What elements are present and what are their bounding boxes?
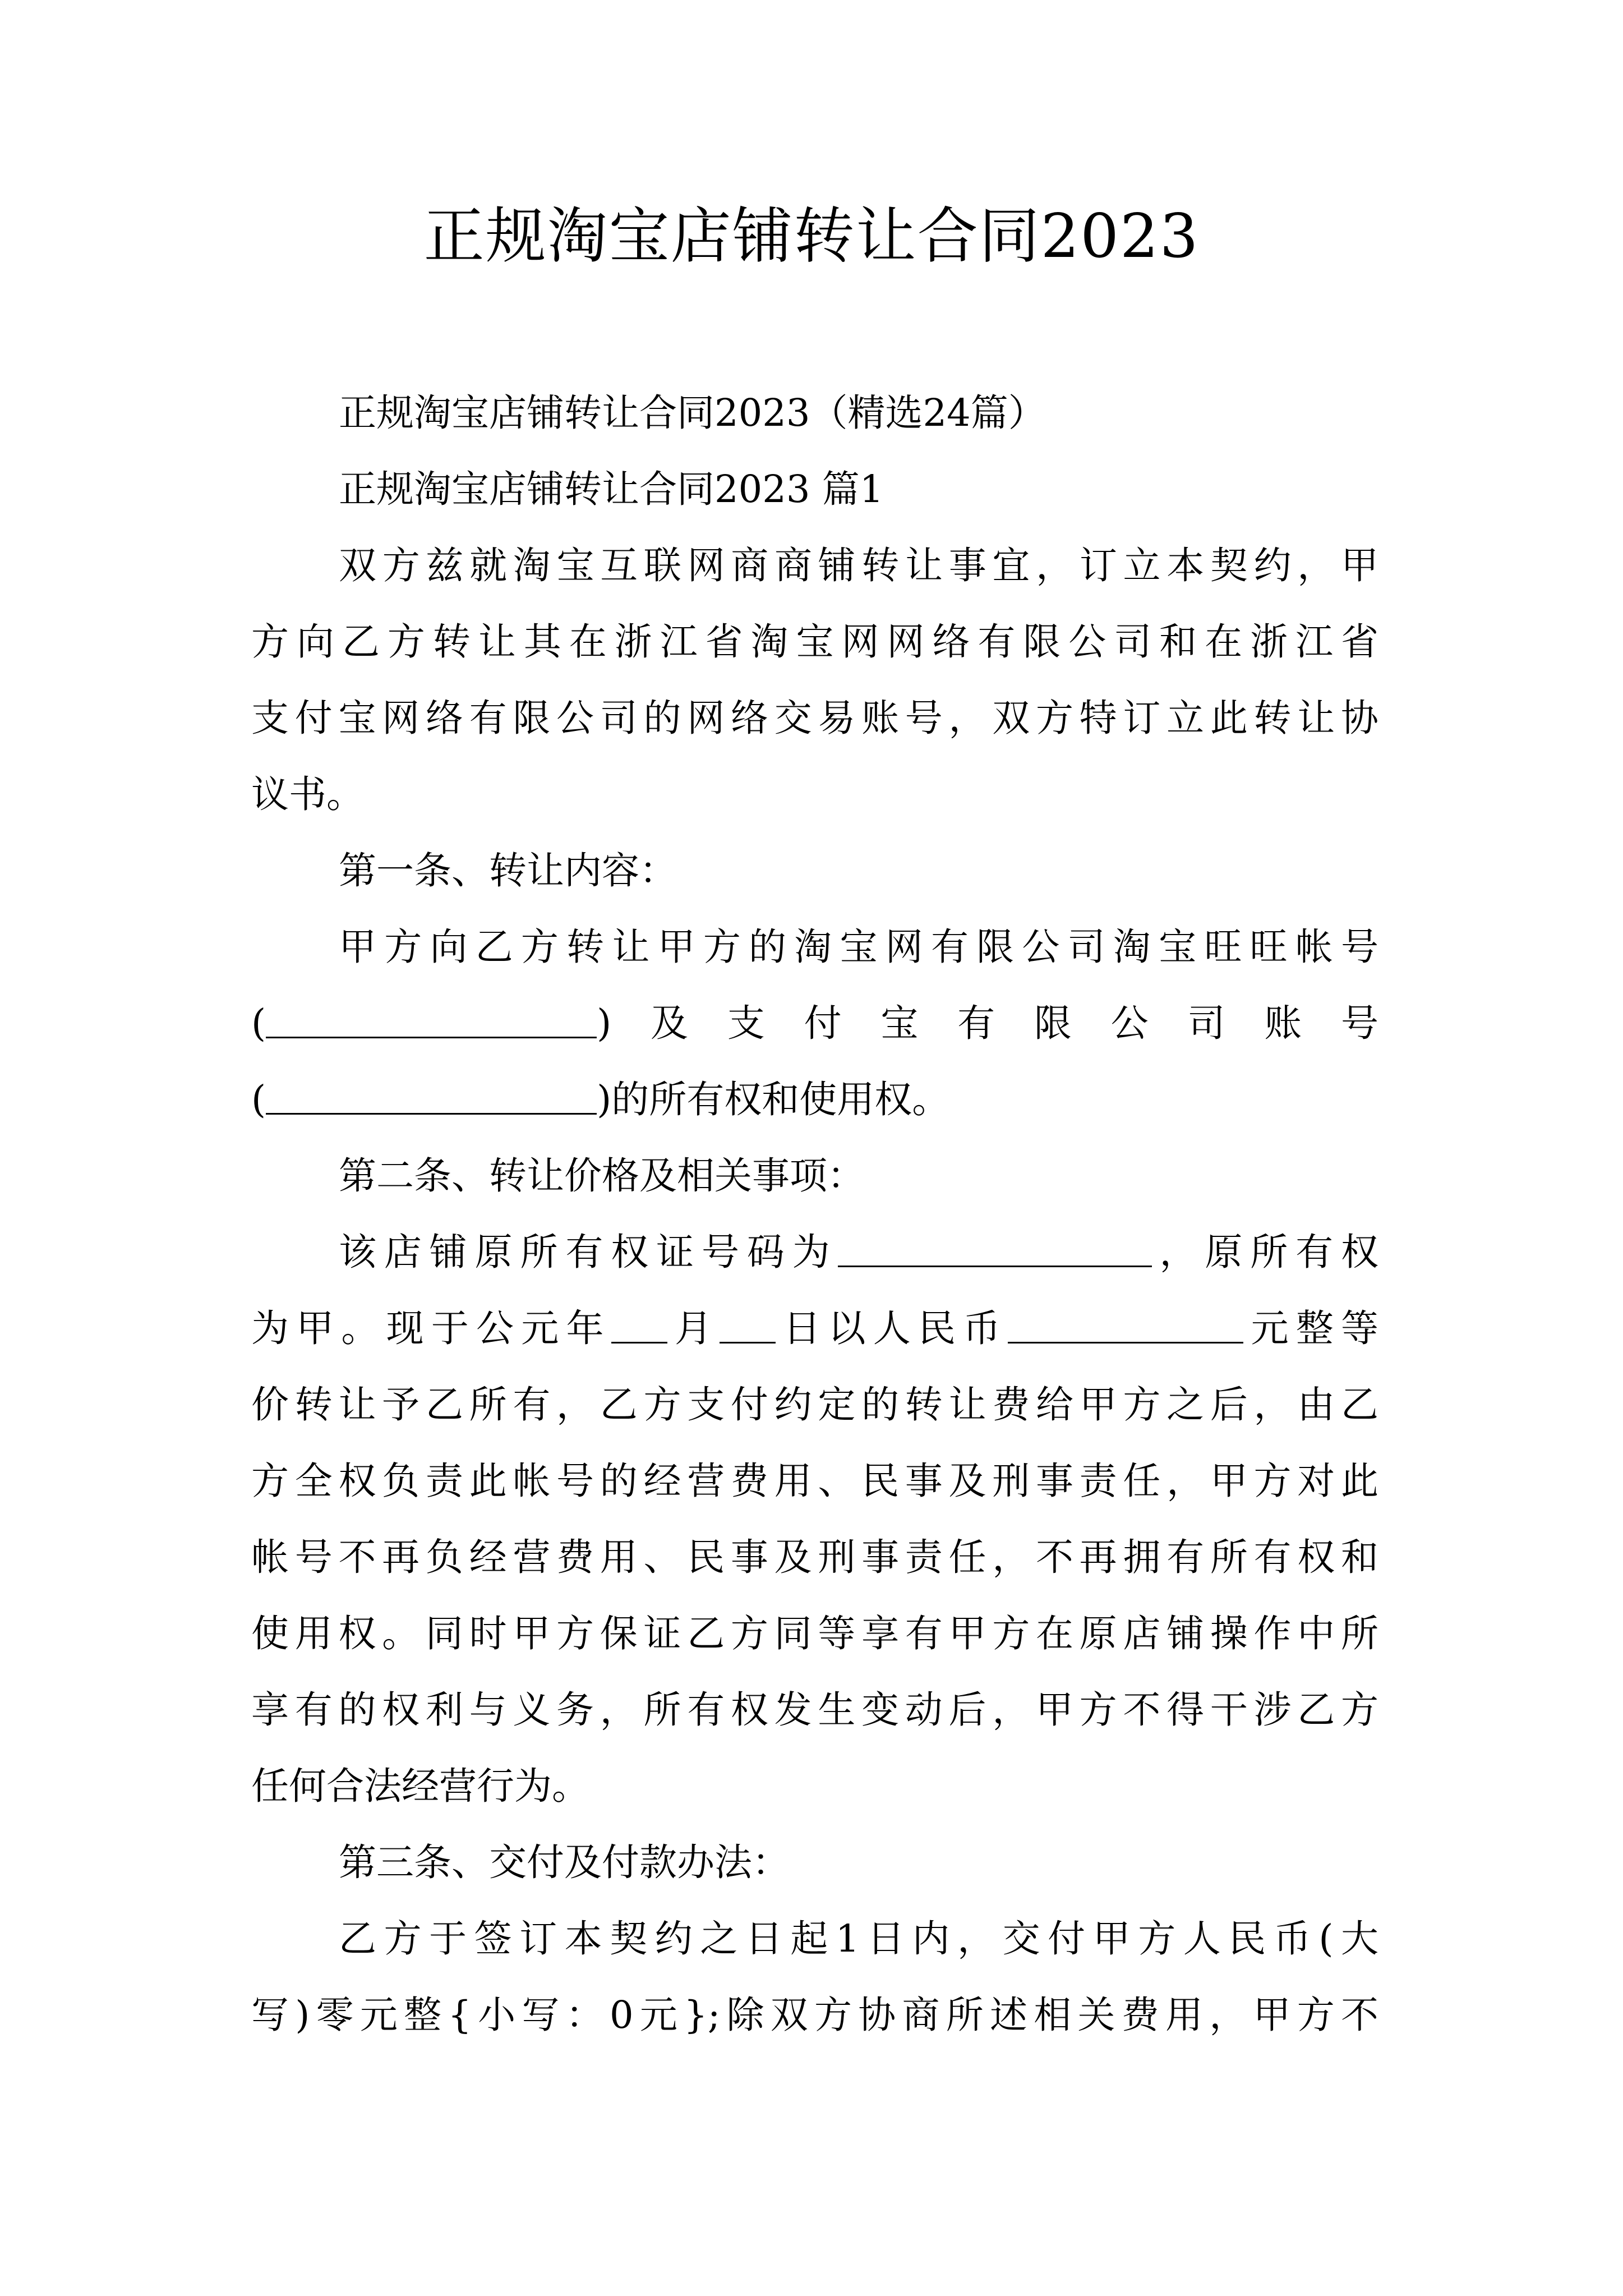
- paragraph-line: 双方兹就淘宝互联网商商铺转让事宜，订立本契约，甲: [339, 544, 1378, 587]
- subtitle-line: 正规淘宝店铺转让合同2023（精选24篇）: [339, 391, 1046, 435]
- line-text: )及支付宝有限公司账号: [597, 1001, 1378, 1045]
- document-title: 正规淘宝店铺转让合同2023: [423, 201, 1200, 272]
- paren-open: (: [251, 1078, 266, 1121]
- paragraph-line: 乙方于签订本契约之日起1日内，交付甲方人民币(大: [339, 1917, 1378, 1961]
- paragraph-line: 方向乙方转让其在浙江省淘宝网网络有限公司和在浙江省: [251, 620, 1378, 664]
- article-heading: 第三条、交付及付款办法：: [339, 1841, 790, 1884]
- paragraph-line: 甲方向乙方转让甲方的淘宝网有限公司淘宝旺旺帐号: [339, 925, 1378, 969]
- paragraph-line: 议书。: [251, 772, 364, 816]
- paragraph-line: 方全权负责此帐号的经营费用、民事及刑事责任，甲方对此: [251, 1459, 1378, 1503]
- paragraph-line: [251, 1214, 1378, 1290]
- paragraph-line: 支付宝网络有限公司的网络交易账号，双方特订立此转让协: [251, 696, 1378, 740]
- line-text: 月: [667, 1306, 720, 1350]
- paragraph-line: 使用权。同时甲方保证乙方同等享有甲方在原店铺操作中所: [251, 1612, 1378, 1655]
- line-text: ，原所有权: [1151, 1230, 1378, 1274]
- article-heading: 第一条、转让内容：: [339, 849, 677, 892]
- wangwang-account-blank: [266, 1003, 597, 1038]
- amount-blank: [1008, 1308, 1243, 1343]
- line-text: 元整等: [1243, 1306, 1379, 1350]
- paragraph-line: 帐号不再负经营费用、民事及刑事责任，不再拥有所有权和: [251, 1535, 1378, 1579]
- paragraph-line: [251, 985, 1378, 1061]
- paren-open: (: [251, 1001, 266, 1045]
- line-text: 日以人民币: [776, 1306, 1008, 1350]
- certificate-number-blank: [838, 1232, 1152, 1267]
- document-body: [251, 375, 1378, 2053]
- paragraph-line: 写)零元整{小写：0元};除双方协商所述相关费用，甲方不: [251, 1993, 1378, 2037]
- line-text: )的所有权和使用权。: [597, 1078, 950, 1121]
- article-heading: 第二条、转让价格及相关事项：: [339, 1154, 865, 1198]
- day-blank: [720, 1308, 776, 1343]
- line-text: 该店铺原所有权证号码为: [339, 1230, 838, 1274]
- paragraph-line: 任何合法经营行为。: [251, 1764, 589, 1808]
- paragraph-line: 价转让予乙所有，乙方支付约定的转让费给甲方之后，由乙: [251, 1383, 1378, 1427]
- paragraph-line: [251, 1061, 1378, 1138]
- alipay-account-blank: [266, 1079, 597, 1115]
- line-text: 为甲。现于公元年: [251, 1306, 611, 1350]
- paragraph-line: 享有的权利与义务，所有权发生变动后，甲方不得干涉乙方: [251, 1688, 1378, 1732]
- month-blank: [611, 1308, 667, 1343]
- section-heading: 正规淘宝店铺转让合同2023 篇1: [339, 467, 884, 511]
- paragraph-line: [251, 1290, 1378, 1366]
